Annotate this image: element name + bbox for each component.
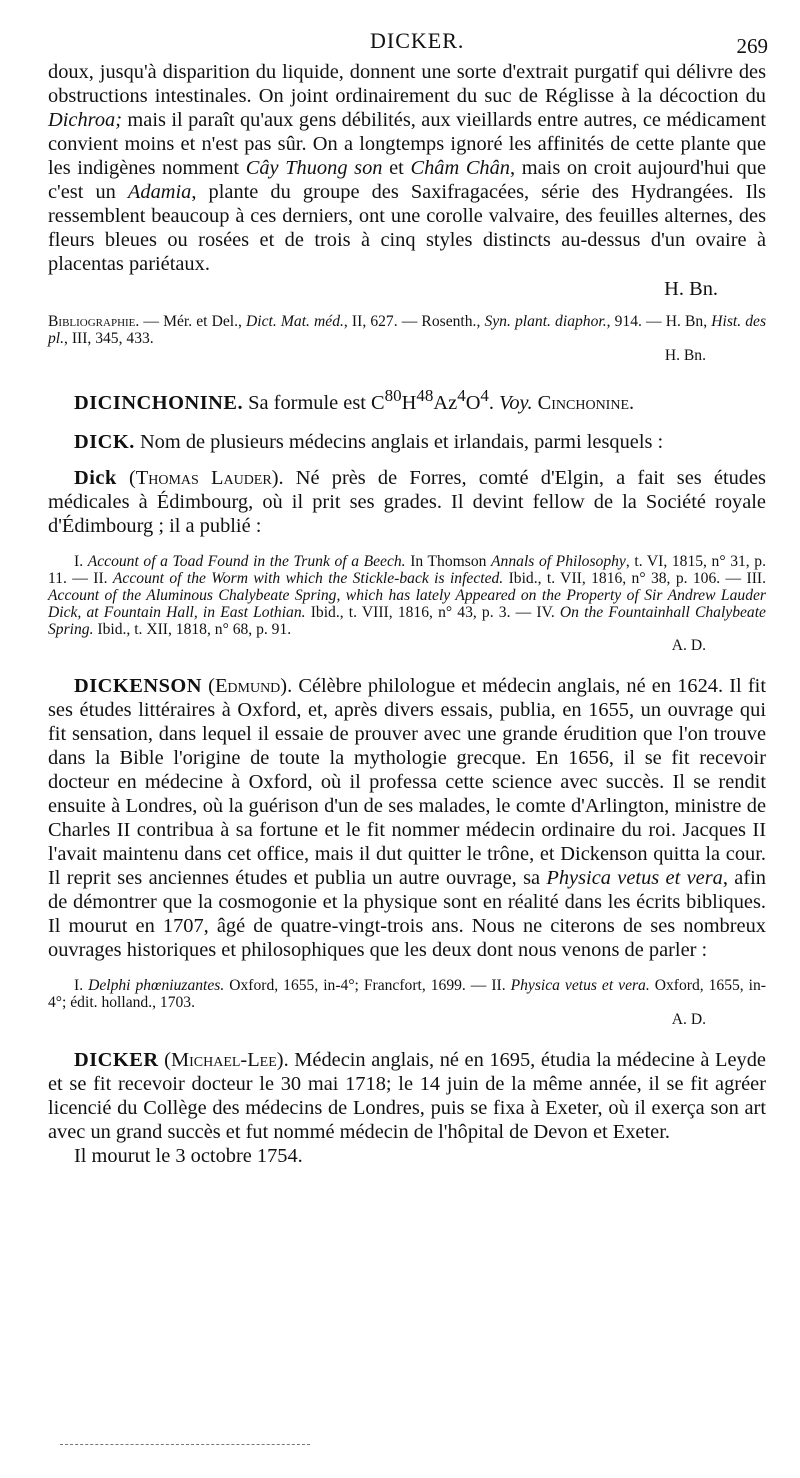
headword: DICKENSON [74,675,202,698]
bibliography-signature: H. Bn. [664,346,706,364]
page-header [0,28,800,56]
dicker-death: Il mourut le 3 octobre 1754. [74,1144,303,1167]
headword: DICK. [74,431,135,454]
entry-dicinchonine: DICINCHONINE. Sa formule est $C^{80}H^{48}Az^4O^4$. Voy. Cinchonine. [74,385,635,414]
dichroa-bibliography: Bibliographie. — Mér. et Del., Dict. Mat. méd., II, 627. — Rosenth., Syn. plant. diaphor., 914. — H. Bn, Hist. des pl., III, 345, 433. [48,313,767,347]
entry-dicker: DICKER (Michael-Lee). Médecin anglais, né en 1695, étudia la médecine à Leyde et se fit recevoir docteur le 30 mai 1718; le 14 juin de la même année, il se fit agréer licencié du Collège des médecins de Londres, puis se fixa à Exeter, où il exerça son art avec un grand succès et fut nommé médecin de l'hôpital de Devon et Exeter. [48,1048,766,1143]
dick-thomas-signature: A. D. [671,637,706,655]
headword: DICINCHONINE. [74,391,244,414]
headword: Dick [74,467,117,490]
dichroa-continuation: doux, jusqu'à disparition du liquide, donnent une sorte d'extrait purgatif qui délivre des obstructions intestinales. On joint ordinairement du suc de Réglisse à la décoction du Dichroa; mais il paraît qu'aux gens débilités, aux vieillards entre autres, ce médicament convient moins et n'est pas sûr. On a longtemps ignoré les affinités de cette plante que les indigènes nomment Cây Thuong son et Châm Chân, mais on croit aujourd'hui que c'est un Adamia, plante du groupe des Saxifragacées, série des Hydrangées. Ils ressemblent beaucoup à ces derniers, ont une corolle valvaire, des feuilles alternes, des fleurs bleues ou rosées et de trois à cinq styles distincts au-dessus d'un ovaire à placentas pariétaux. [48,61,766,275]
running-title: DICKER. [370,28,465,53]
page-body [48,60,766,1168]
entry-dick-thomas-lauder: Dick (Thomas Lauder). Né près de Forres, comté d'Elgin, a fait ses études médicales à Édimbourg, où il prit ses grades. Il devint fellow de la Société royale d'Édimbourg ; il a publié : [48,467,766,538]
dichroa-signature: H. Bn. [664,278,718,300]
headword: DICKER [74,1048,159,1071]
entry-dickenson: DICKENSON (Edmund). Célèbre philologue et médecin anglais, né en 1624. Il fit ses études littéraires à Oxford, et, après divers essais, publia, en 1655, un ouvrage qui fit sensation, dans lequel il essaie de prouver avec une grande érudition que l'on trouve dans la Bible l'origine de toute la mythologie grecque. En 1656, il se fit recevoir docteur en médecine à Oxford, où il professa cette science avec succès. Il se rendit ensuite à Londres, où la guérison d'un de ses malades, le comte d'Arlington, ministre de Charles II contribua à sa fortune et le fit nommer médecin ordinaire du roi. Jacques II l'avait maintenu dans cet office, mais il dut quitter le trône, et Dickenson quitta la cour. Il reprit ses anciennes études et publia un autre ouvrage, sa Physica vetus et vera, afin de démontrer que la cosmogonie et la physique sont en réalité dans les écrits bibliques. Il mourut en 1707, âgé de quatre-vingt-trois ans. Nous ne citerons de ses nombreux ouvrages historiques et philosophiques que les deux dont nous venons de parler : [48,675,766,962]
dick-thomas-works: I. Account of a Toad Found in the Trunk of a Beech. In Thomson Annals of Philosophy, t. VI, 1815, n° 31, p. 11. — II. Account of the Worm with which the Stickle-back is infected. Ibid., t. VII, 1816, n° 38, p. 106. — III. Account of the Aluminous Chalybeate Spring, which has lately Appeared on the Property of Sir Andrew Lauder Dick, at Fountain Hall, in East Lothian. Ibid., t. VIII, 1816, n° 43, p. 3. — IV. On the Fountainhall Chalybeate Spring. Ibid., t. XII, 1818, n° 68, p. 91. [48,553,766,638]
dickenson-signature: A. D. [671,1010,706,1028]
dickenson-works: I. Delphi phœniuzantes. Oxford, 1655, in-4°; Francfort, 1699. — II. Physica vetus et vera. Oxford, 1655, in-4°; édit. holland., 1703. [48,977,766,1012]
footer-rule [60,1444,310,1445]
page-number: 269 [736,34,768,58]
entry-dick: DICK. Nom de plusieurs médecins anglais et irlandais, parmi lesquels : [74,431,664,454]
